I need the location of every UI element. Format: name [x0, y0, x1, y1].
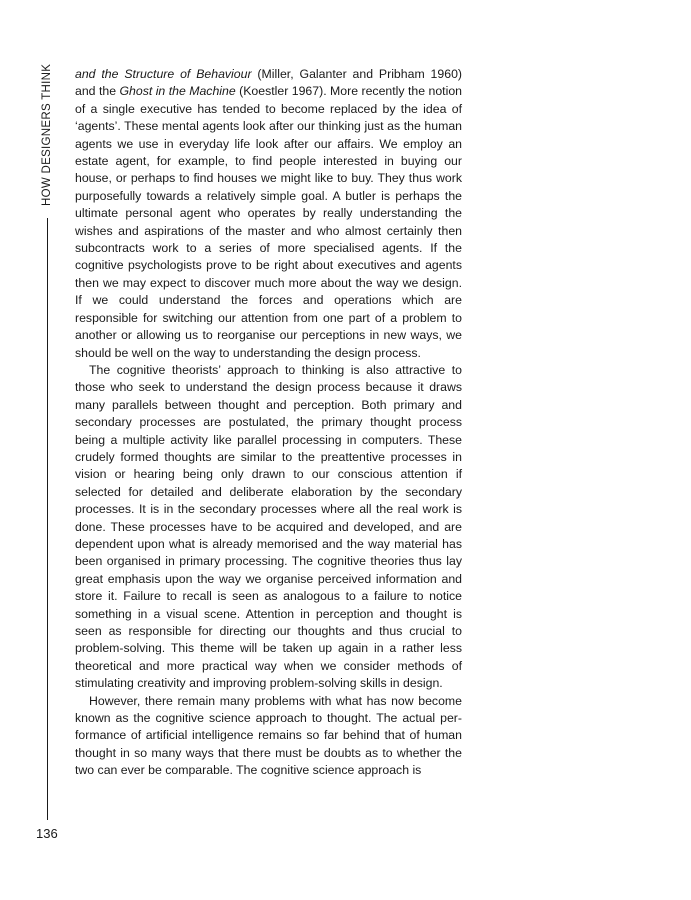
paragraph-1-segment: (Koestler 1967). More recently the notion of a single executive has tended to become replaced by the idea of ‘agents’. These mental agents look after our thinking just as the human agents we use in everyday life look after our affairs. We employ an estate agent, for example, to find people interested in buying our house, or perhaps to find houses we might like to buy. They thus work purposefully towards a relatively simple goal. A butler is perhaps the ultimate personal agent who operates by really understanding the wishes and aspirations of the master and who almost certainly then subcontracts work to a series of more specialised agents. If the cognitive psychologists prove to be right about executives and agents then we may expect to discover much more about the way we design. If we could understand the forces and operations which are responsible for switching our attention from one part of a problem to another or allowing us to reorganise our perceptions in new ways, we should be well on the way to understanding the design process. — [75, 84, 462, 360]
running-head-text: HOW DESIGNERS THINK — [41, 63, 53, 206]
paragraph-2 — [75, 362, 462, 693]
paragraph-3 — [75, 693, 462, 780]
paragraph-1-segment: Ghost in the Machine — [119, 84, 236, 99]
paragraph-2-text: The cognitive theorists’ approach to thinking is also attractive to those who seek to understand the design process because it draws many parallels between thought and perception. Both primary and secondary processes are postulated, the primary thought process being a multiple activity like parallel processing in computers. These crudely formed thoughts are similar to the preattentive processes in vision or hearing being only drawn to our conscious attention if selected for detailed and deliberate elaboration by the secondary processes. It is in the secondary processes where all the real work is done. These processes have to be acquired and developed, and are dependent upon what is already memorised and the way material has been organised in primary processing. The cognitive theories thus lay great emphasis upon the way we organise perceived information and store it. Failure to recall is seen as analogous to a failure to notice something in a visual scene. Attention in perception and thought is seen as responsible for directing our thoughts and thus crucial to problem-solving. This theme will be taken up again in a rather less theoretical and more practical way when we consider methods of stimulating creativity and improving problem-solving skills in design. — [75, 362, 462, 691]
body-text — [75, 66, 462, 780]
page-number: 136 — [36, 826, 58, 841]
running-head — [40, 63, 54, 206]
paragraph-1-segment: and the Structure of Behaviour — [75, 67, 252, 81]
paragraph-1 — [75, 66, 462, 362]
paragraph-3-text: However, there remain many problems with what has now become known as the cognitive science approach to thought. The actual performance of artificial intelligence remains so far behind that of human thought in so many ways that there must be doubts as to whether the two can ever be comparable. The cognitive science approach is — [75, 693, 462, 778]
paragraph-1-segment: (Miller, Galanter and Pribham 1960) and the — [75, 67, 463, 99]
margin-rule — [47, 218, 48, 820]
